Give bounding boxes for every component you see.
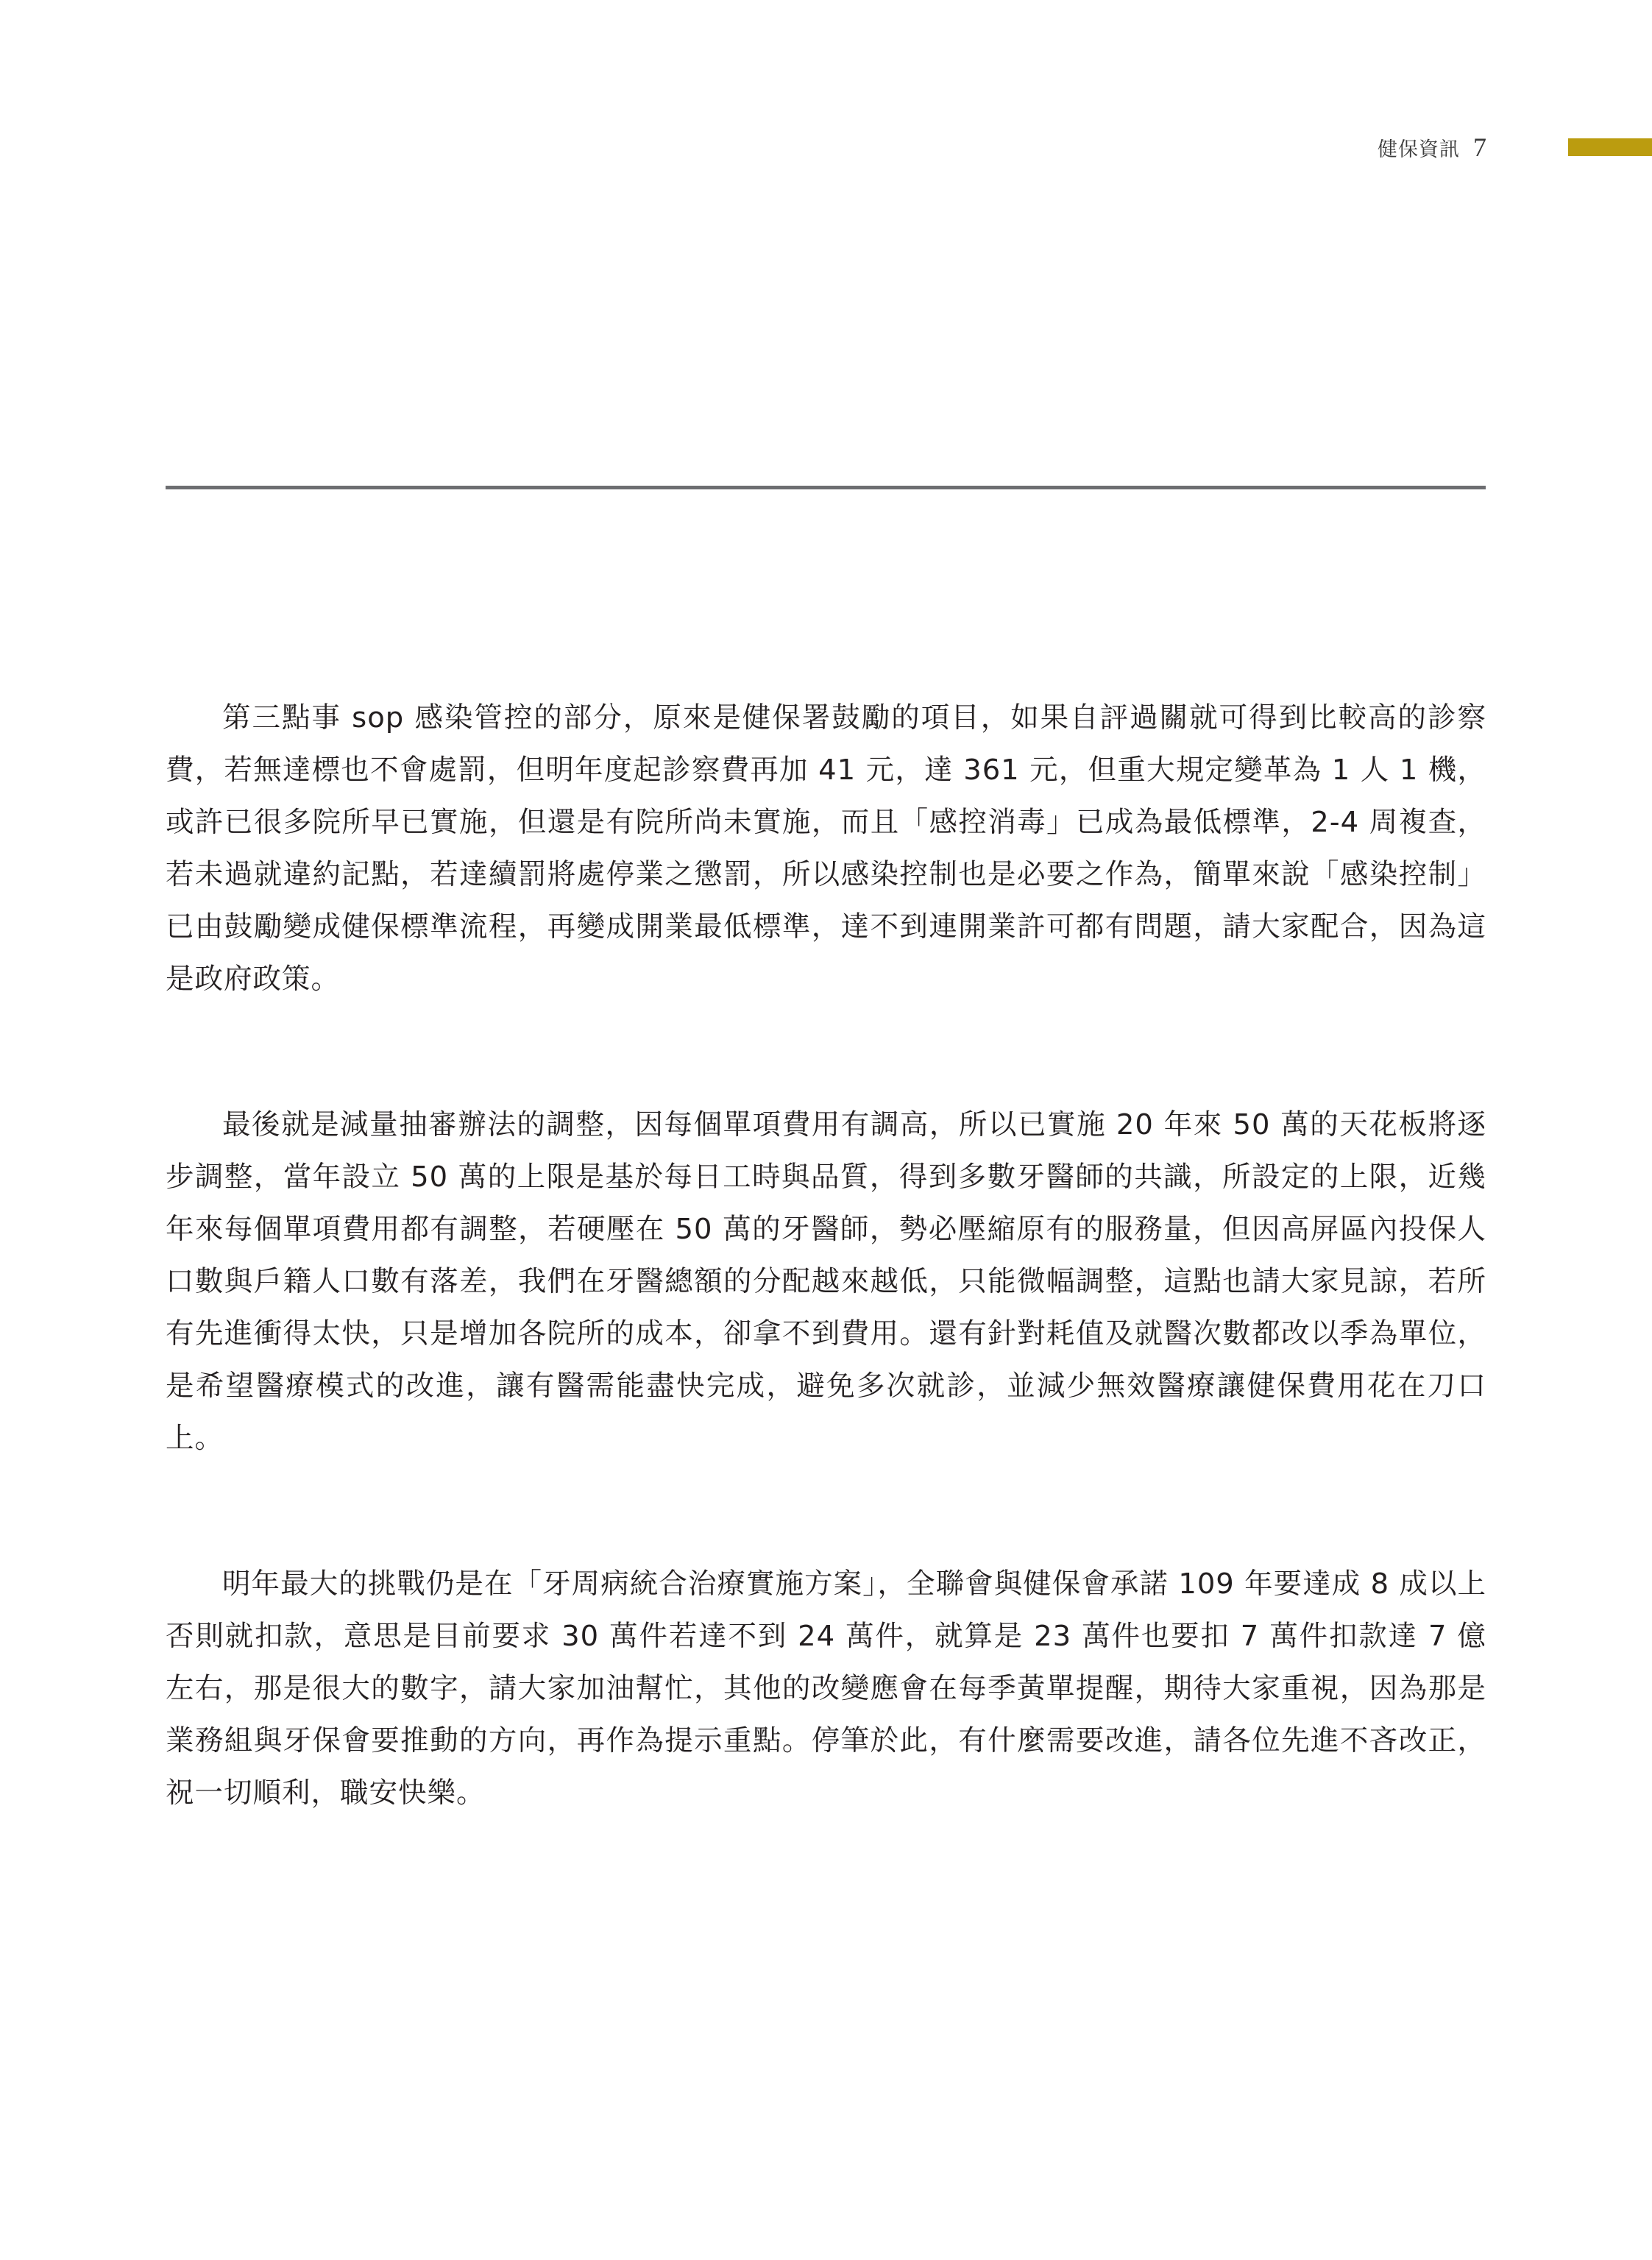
section-title: 健保資訊 [1378, 138, 1460, 161]
paragraph-review-adjustment: 最後就是減量抽審辦法的調整，因每個單項費用有調高，所以已實施 20 年來 50 萬的天花板將逐步調整，當年設立 50 萬的上限是基於每日工時與品質，得到多數牙醫師的共識，所設定的上限，近幾年來每個單項費用都有調整，若硬壓在 50 萬的牙醫師，勢必壓縮原有的服務量，但因高屏區內投保人口數與戶籍人口數有落差，我們在牙醫總額的分配越來越低，只能微幅調整，這點也請大家見諒，若所有先進衝得太快，只是增加各院所的成本，卻拿不到費用。還有針對耗值及就醫次數都改以季為單位，是希望醫療模式的改進，讓有醫需能盡快完成，避免多次就診，並減少無效醫療讓健保費用花在刀口上。 [166, 1108, 1486, 1455]
header-accent-bar [1568, 138, 1652, 156]
article-body [166, 692, 1486, 1913]
running-head [1378, 130, 1486, 168]
paragraph-periodontal-plan: 明年最大的挑戰仍是在「牙周病統合治療實施方案」，全聯會與健保會承諾 109 年要達成 8 成以上否則就扣款，意思是目前要求 30 萬件若達不到 24 萬件，就算是 23 萬件也要扣 7 萬件扣款達 7 億左右，那是很大的數字，請大家加油幫忙，其他的改變應會在每季黃單提醒，期待大家重視，因為那是業務組與牙保會要推動的方向，再作為提示重點。停筆於此，有什麼需要改進，請各位先進不吝改正，祝一切順利，職安快樂。 [166, 1568, 1486, 1810]
horizontal-rule [166, 486, 1486, 489]
paragraph-infection-control: 第三點事 sop 感染管控的部分，原來是健保署鼓勵的項目，如果自評過關就可得到比較高的診察費，若無達標也不會處罰，但明年度起診察費再加 41 元，達 361 元，但重大規定變革為 1 人 1 機，或許已很多院所早已實施，但還是有院所尚未實施，而且「感控消毒」已成為最低標準，2-4 周複查，若未過就違約記點，若達續罰將處停業之懲罰，所以感染控制也是必要之作為，簡單來說「感染控制」已由鼓勵變成健保標準流程，再變成開業最低標準，達不到連開業許可都有問題，請大家配合，因為這是政府政策。 [166, 701, 1486, 996]
page-number: 7 [1473, 132, 1486, 162]
